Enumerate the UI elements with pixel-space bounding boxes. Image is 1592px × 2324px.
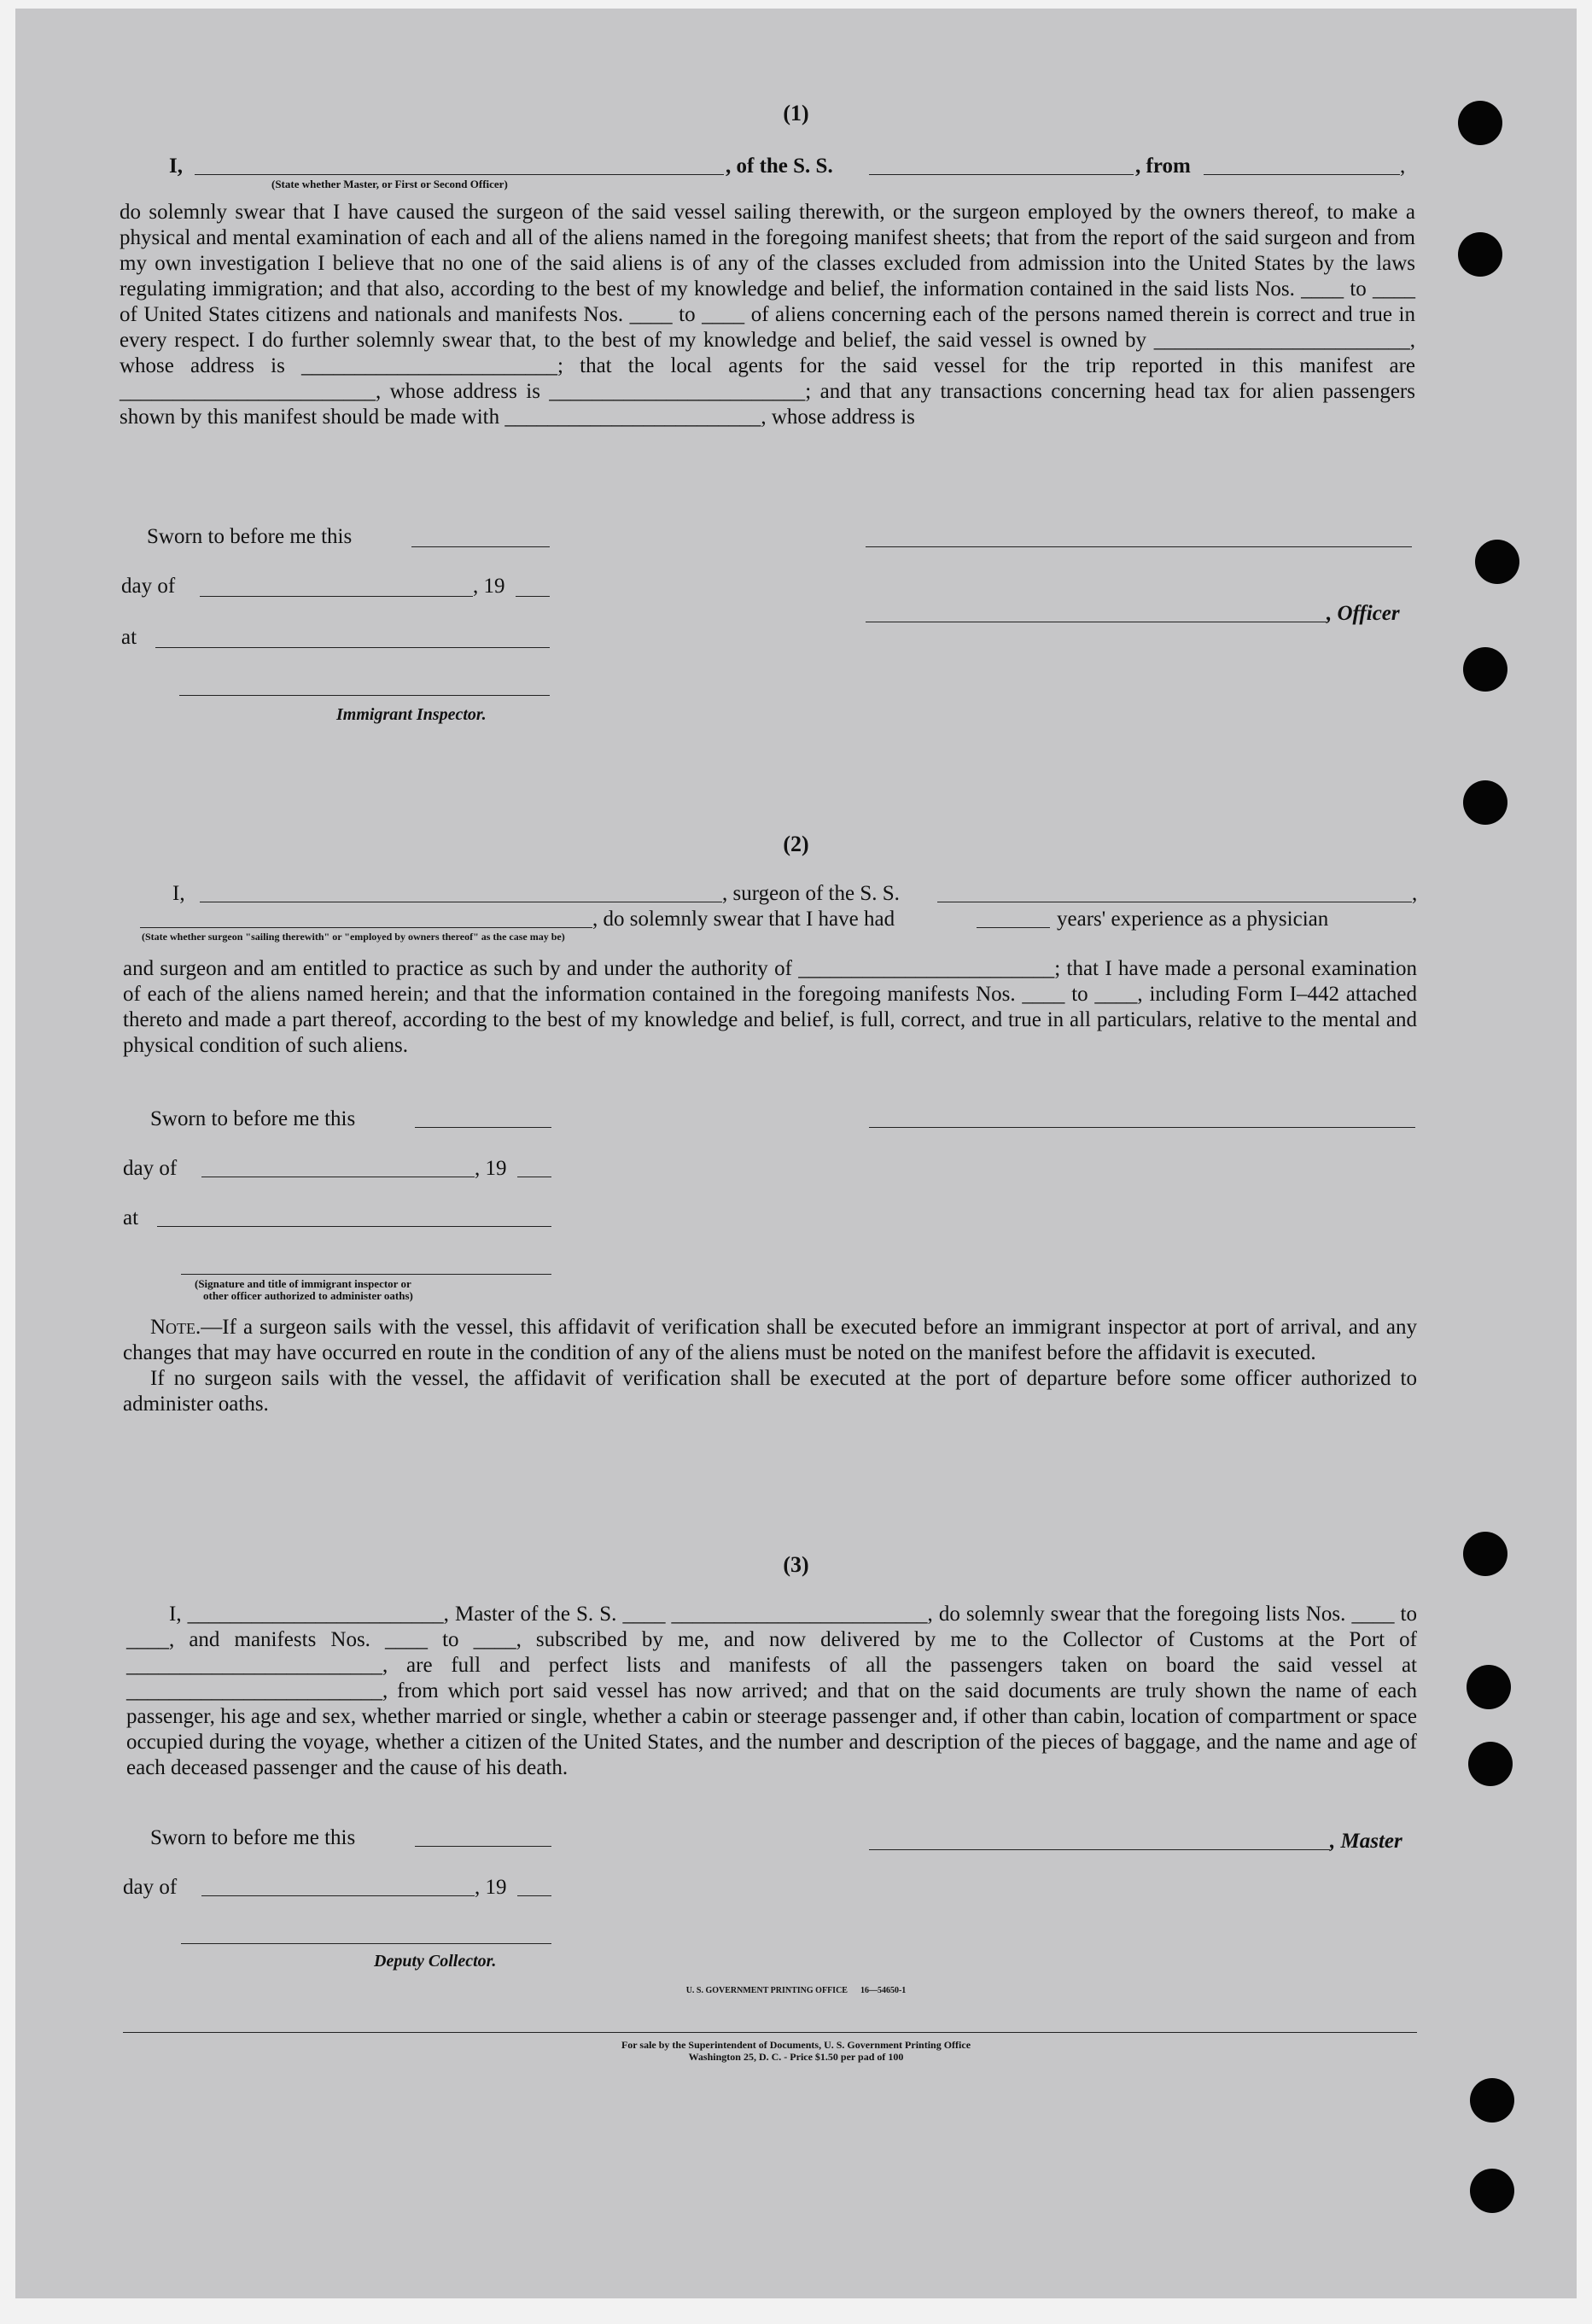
footer-rule — [123, 2032, 1417, 2033]
sworn-date-field-1[interactable] — [411, 546, 550, 547]
at-field-1[interactable] — [155, 647, 550, 648]
sig-note-2: other officer authorized to administer oaths) — [203, 1289, 413, 1302]
sale-line-2: Washington 25, D. C. - Price $1.50 per pad of 100 — [688, 2051, 904, 2063]
section-3-number: (3) — [783, 1552, 809, 1577]
year-label-3: , 19 — [475, 1876, 507, 1899]
note-paragraph — [123, 1315, 1417, 1366]
from-label: , from — [1135, 155, 1191, 178]
punch-hole — [1467, 1665, 1511, 1709]
punch-hole — [1458, 232, 1502, 277]
punch-hole — [1468, 1742, 1513, 1786]
at-label-1: at — [121, 626, 137, 649]
punch-hole — [1475, 540, 1519, 584]
swear-label: , do solemnly swear that I have had — [592, 908, 895, 931]
sale-line-1: For sale by the Superintendent of Documents, U. S. Government Printing Office — [621, 2039, 971, 2051]
note-paragraph-2: If no surgeon sails with the vessel, the affidavit of verification shall be executed at the port of departure before some officer authorized to administer oaths. — [123, 1367, 1417, 1416]
gpo-imprint: U. S. GOVERNMENT PRINTING OFFICE 16—54650-1 — [685, 1986, 907, 1995]
note-block — [123, 1315, 1417, 1417]
note-text: —If a surgeon sails with the vessel, this affidavit of verification shall be executed before an immigrant inspector at port of arrival, and any changes that may have occurred en route in the condition of any of the aliens must be noted on the manifest before the affidavit is executed. — [123, 1316, 1417, 1364]
sworn-label-2: Sworn to before me this — [150, 1107, 356, 1130]
master-label: , Master — [1330, 1830, 1402, 1853]
years-field[interactable] — [977, 927, 1050, 928]
surgeon-signature-field[interactable] — [869, 1127, 1415, 1128]
section-3-paragraph: I, ________________________, Master of the S. S. ____ ________________________, do solemnly swear that the foregoing lists Nos. ____ to ____, and manifests Nos. ____ to ____, subscribed by me, and now delivered by me to the Collector of Customs at the Port of ________________________, are full and perfect lists and manifests of all the passengers taken on board the said vessel at ________________________, from which port said vessel has now arrived; and that on the said documents are truly shown the name of each passenger, his age and sex, whether married or single, whether a cabin or steerage passenger and, if other than cabin, location of compartment or space occupied during the voyage, whether a citizen of the United States, and the number and description of the pieces of baggage, and the name and age of each deceased passenger and the cause of his death. — [126, 1603, 1417, 1779]
of-ss-label: , of the S. S. — [726, 155, 833, 178]
inspector-signature-field[interactable] — [179, 695, 550, 696]
master-signature-field[interactable] — [869, 1849, 1330, 1850]
line-end: , — [1400, 155, 1406, 178]
collector-signature-field[interactable] — [181, 1943, 551, 1944]
year-label-1: , 19 — [473, 575, 505, 598]
at-field-2[interactable] — [157, 1226, 551, 1227]
form-page — [15, 9, 1577, 2298]
punch-hole — [1470, 2078, 1514, 2123]
officer-signature-field-top[interactable] — [866, 546, 1412, 547]
day-of-label-1: day of — [121, 575, 176, 598]
section-1-paragraph: do solemnly swear that I have caused the surgeon of the said vessel sailing therewith, or the surgeon employed by the owners thereof, to make a physical and mental examination of each and all of the aliens named in the foregoing manifest sheets; that from the report of the said surgeon and from my own investigation I believe that no one of the said aliens is of any of the classes excluded from admission into the United States by the laws regulating immigration; and that also, according to the best of my knowledge and belief, the information contained in the said lists Nos. ____ to ____ of United States citizens and nationals and manifests Nos. ____ to ____ of aliens concerning each of the persons named therein is correct and true in every respect. I do further solemnly swear that, to the best of my knowledge and belief, the said vessel is owned by ________________________, whose address is ________________________; that the local agents for the said vessel for the trip reported in this manifest are ________________________, whose address is ________________________; and that any transactions concerning head tax for alien passengers shown by this manifest should be made with ________________________, whose address is — [120, 201, 1415, 429]
surgeon-of-label: , surgeon of the S. S. — [722, 882, 900, 905]
section-2-paragraph: and surgeon and am entitled to practice as such by and under the authority of ________________________; that I have made a personal examination of each of the aliens named herein; and that the information contained in the foregoing manifests Nos. ____ to ____, including Form I–442 attached thereto and made a part thereof, according to the best of my knowledge and belief, is full, correct, and true in all particulars, relative to the mental and physical condition of such aliens. — [123, 957, 1417, 1057]
oath-officer-signature-field[interactable] — [181, 1274, 551, 1275]
at-label-2: at — [123, 1206, 139, 1229]
year-field-3[interactable] — [517, 1895, 551, 1896]
day-field-3[interactable] — [201, 1895, 475, 1896]
section-1-text — [120, 200, 1415, 430]
section-2-i: I, — [172, 882, 185, 905]
sig-note-1: (Signature and title of immigrant inspector or — [195, 1277, 411, 1290]
day-of-label-2: day of — [123, 1157, 178, 1180]
ship-name-field[interactable] — [869, 174, 1134, 175]
collector-label: Deputy Collector. — [374, 1952, 497, 1971]
year-field-1[interactable] — [516, 596, 550, 597]
day-of-label-3: day of — [123, 1876, 178, 1899]
surgeon-status-field[interactable] — [140, 927, 592, 928]
day-field-1[interactable] — [200, 596, 473, 597]
from-port-field[interactable] — [1204, 174, 1400, 175]
sworn-date-field-3[interactable] — [415, 1846, 551, 1847]
line-end-2: , — [1412, 882, 1418, 905]
punch-hole — [1470, 2169, 1514, 2213]
punch-hole — [1463, 647, 1507, 692]
master-name-field[interactable] — [195, 174, 724, 175]
section-3-text — [126, 1602, 1417, 1781]
year-label-2: , 19 — [475, 1157, 507, 1180]
section-1-number: (1) — [783, 101, 809, 126]
officer-label: , Officer — [1327, 602, 1400, 625]
years-label: years' experience as a physician — [1057, 908, 1329, 931]
sworn-label-3: Sworn to before me this — [150, 1826, 356, 1849]
inspector-label: Immigrant Inspector. — [336, 705, 487, 724]
sworn-date-field-2[interactable] — [415, 1127, 551, 1128]
master-note: (State whether Master, or First or Second Officer) — [271, 178, 508, 190]
punch-hole — [1463, 780, 1507, 825]
section-2-text — [123, 956, 1417, 1059]
sworn-label-1: Sworn to before me this — [147, 525, 353, 548]
surgeon-note: (State whether surgeon "sailing therewith" or "employed by owners thereof" as the case may be) — [142, 931, 565, 943]
note-label: Note. — [150, 1316, 201, 1339]
section-1-i: I, — [169, 155, 183, 178]
section-2-number: (2) — [783, 832, 809, 856]
